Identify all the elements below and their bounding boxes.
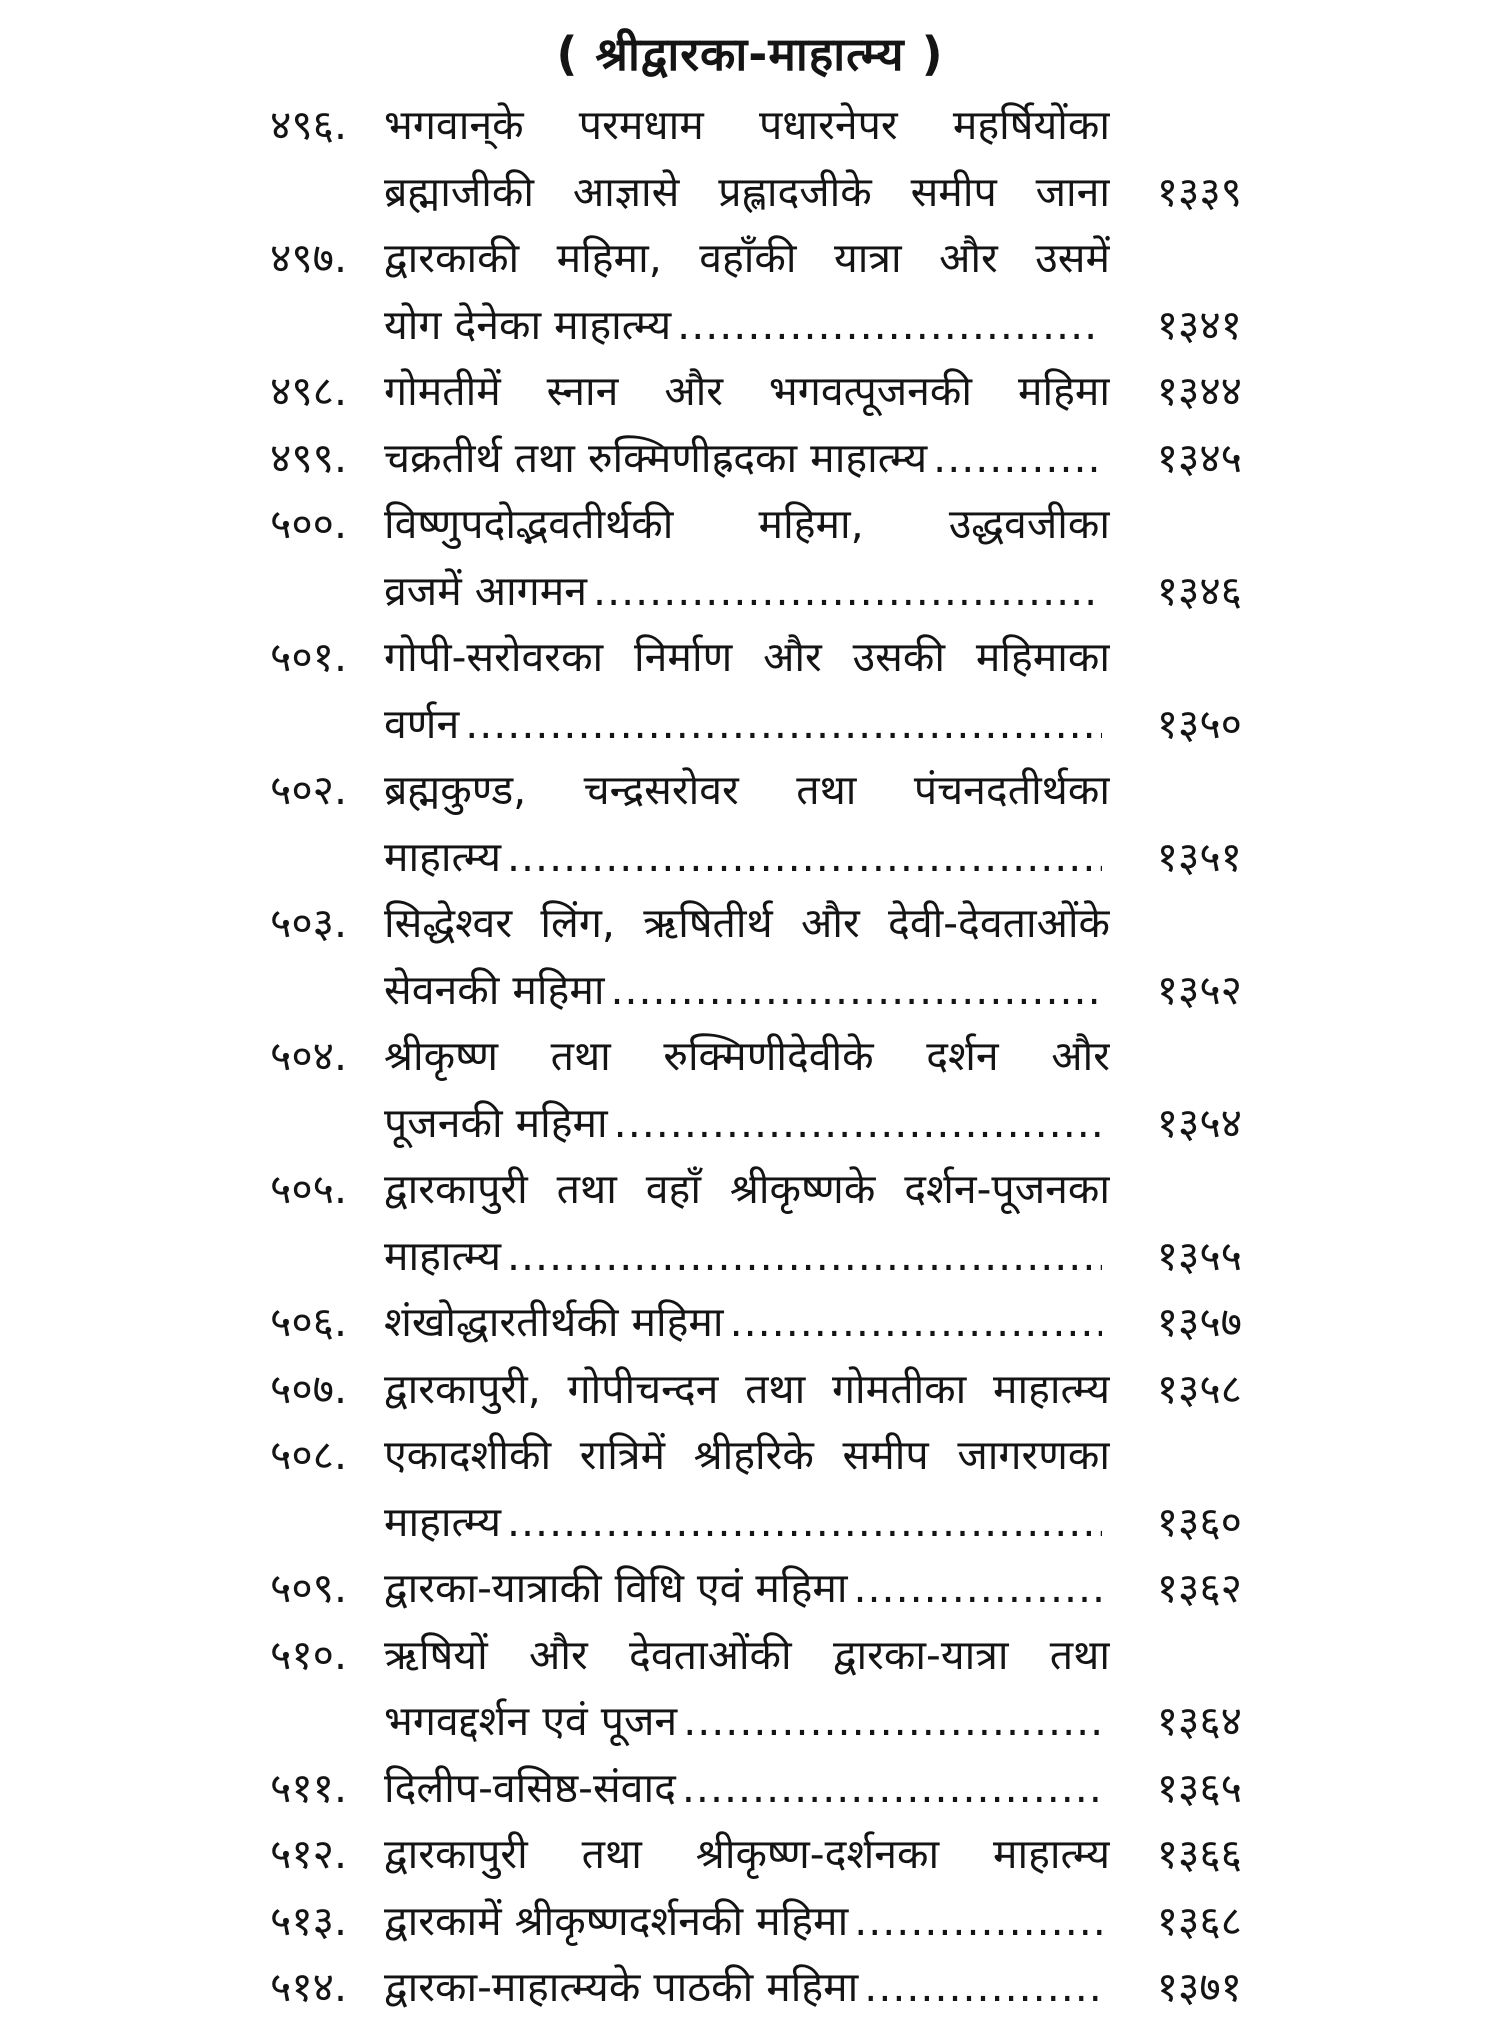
page-number: १३६८ <box>1156 1896 1242 1945</box>
entry-title: गोपी-सरोवरका निर्माण और उसकी महिमाका <box>384 633 1110 681</box>
entry-title: ब्रह्माजीकी आज्ञासे प्रह्लादजीके समीप जाना <box>384 167 1110 216</box>
entry-number: ५१३. <box>270 1896 347 1945</box>
toc-line <box>0 1223 1500 1290</box>
toc-line <box>0 957 1500 1024</box>
entry-title: द्वारका-यात्राकी विधि एवं महिमा <box>384 1564 848 1612</box>
entry-title: माहात्म्य <box>384 1231 501 1280</box>
toc-line <box>0 1422 1500 1489</box>
entry-number: ४९८. <box>270 367 347 415</box>
page-number: १३४१ <box>1156 300 1242 349</box>
entry-number: ५०१. <box>270 633 347 681</box>
dot-leader <box>465 691 1102 757</box>
entry-title: सिद्धेश्वर लिंग, ऋषितीर्थ और देवी-देवताओंके <box>384 899 1110 947</box>
toc-line <box>0 1622 1500 1689</box>
toc-line <box>0 292 1500 359</box>
toc-line <box>0 491 1500 558</box>
page-number: १३६५ <box>1156 1763 1242 1812</box>
entry-title: माहात्म्य <box>384 1497 501 1546</box>
dot-leader <box>507 1489 1102 1555</box>
toc-line <box>0 159 1500 226</box>
entry-title: द्वारका-माहात्म्यके पाठकी महिमा <box>384 1963 859 2011</box>
entry-number: ५०९. <box>270 1564 347 1612</box>
toc-line <box>0 358 1500 425</box>
page-number: १३६६ <box>1156 1830 1242 1878</box>
dot-leader <box>610 957 1102 1023</box>
entry-number: ५००. <box>270 500 347 548</box>
page-number: १३४६ <box>1156 566 1242 615</box>
page-number: १३५१ <box>1156 832 1242 881</box>
page-number: १३५७ <box>1156 1298 1242 1346</box>
entry-number: ५०३. <box>270 899 347 947</box>
entry-title: योग देनेका माहात्म्य <box>384 300 672 349</box>
entry-title: चक्रतीर्थ तथा रुक्मिणीह्रदका माहात्म्य <box>384 433 928 482</box>
dot-leader <box>853 1555 1102 1621</box>
entry-title: ऋषियों और देवताओंकी द्वारका-यात्रा तथा <box>384 1630 1110 1679</box>
dot-leader <box>854 1888 1102 1954</box>
entry-title: द्वारकापुरी तथा श्रीकृष्ण-दर्शनका माहात्म्य <box>384 1830 1110 1878</box>
entry-number: ५११. <box>270 1763 347 1812</box>
entry-title: वर्णन <box>384 699 460 748</box>
entry-title: दिलीप-वसिष्ठ-संवाद <box>384 1763 676 1812</box>
entry-number: ५०८. <box>270 1431 347 1479</box>
entry-number: ५१२. <box>270 1830 347 1878</box>
toc-line <box>0 1755 1500 1822</box>
toc-line <box>0 92 1500 159</box>
dot-leader <box>614 1090 1102 1156</box>
entry-number: ५०२. <box>270 766 347 814</box>
page-number: १३४४ <box>1156 367 1242 415</box>
page-number: १३६२ <box>1156 1564 1242 1612</box>
dot-leader <box>730 1289 1102 1355</box>
table-of-contents <box>0 92 1500 2021</box>
toc-line <box>0 425 1500 492</box>
dot-leader <box>683 1688 1102 1754</box>
toc-line <box>0 757 1500 824</box>
page-number: १३४५ <box>1156 433 1242 482</box>
entry-title: सेवनकी महिमा <box>384 965 605 1014</box>
toc-line <box>0 1821 1500 1888</box>
entry-title: ब्रह्मकुण्ड, चन्द्रसरोवर तथा पंचनदतीर्थका <box>384 766 1110 814</box>
entry-number: ५१०. <box>270 1630 347 1679</box>
page-number: १३५८ <box>1156 1364 1242 1413</box>
toc-line <box>0 1954 1500 2021</box>
entry-number: ४९९. <box>270 433 347 482</box>
toc-line <box>0 1023 1500 1090</box>
entry-number: ४९७. <box>270 234 347 282</box>
entry-number: ५०४. <box>270 1032 347 1080</box>
entry-number: ५०६. <box>270 1298 347 1346</box>
entry-title: विष्णुपदोद्भवतीर्थकी महिमा, उद्धवजीका <box>384 500 1110 548</box>
page-number: १३६० <box>1156 1497 1242 1546</box>
toc-line <box>0 1489 1500 1556</box>
toc-line <box>0 824 1500 891</box>
toc-line <box>0 691 1500 758</box>
entry-title: गोमतीमें स्नान और भगवत्पूजनकी महिमा <box>384 367 1110 415</box>
entry-title: द्वारकामें श्रीकृष्णदर्शनकी महिमा <box>384 1896 849 1945</box>
entry-title: शंखोद्धारतीर्थकी महिमा <box>384 1298 724 1346</box>
page-number: १३६४ <box>1156 1697 1242 1745</box>
entry-title: द्वारकापुरी तथा वहाँ श्रीकृष्णके दर्शन-पूजनका <box>384 1165 1110 1213</box>
entry-title: द्वारकापुरी, गोपीचन्दन तथा गोमतीका माहात्म्य <box>384 1364 1110 1413</box>
dot-leader <box>677 292 1102 358</box>
toc-line <box>0 1289 1500 1356</box>
toc-line <box>0 558 1500 625</box>
entry-number: ५०५. <box>270 1165 347 1213</box>
page-number: १३५० <box>1156 699 1242 748</box>
toc-line <box>0 890 1500 957</box>
toc-line <box>0 225 1500 292</box>
page-number: १३५४ <box>1156 1098 1242 1147</box>
entry-title: एकादशीकी रात्रिमें श्रीहरिके समीप जागरणका <box>384 1431 1110 1479</box>
toc-line <box>0 1356 1500 1423</box>
toc-line <box>0 624 1500 691</box>
entry-title: व्रजमें आगमन <box>384 566 588 615</box>
page-number: १३३९ <box>1156 167 1242 216</box>
page-number: १३५५ <box>1156 1231 1242 1280</box>
toc-line <box>0 1688 1500 1755</box>
dot-leader <box>593 558 1102 624</box>
entry-number: ५०७. <box>270 1364 347 1413</box>
page-number: १३५२ <box>1156 965 1242 1014</box>
entry-title: माहात्म्य <box>384 832 501 881</box>
entry-title: पूजनकी महिमा <box>384 1098 608 1147</box>
dot-leader <box>864 1954 1102 2020</box>
page-number: १३७१ <box>1156 1963 1242 2011</box>
toc-line <box>0 1156 1500 1223</box>
dot-leader <box>682 1755 1102 1821</box>
entry-title: भगवान्‌के परमधाम पधारनेपर महर्षियोंका <box>384 101 1110 149</box>
dot-leader <box>933 425 1102 491</box>
entry-title: श्रीकृष्ण तथा रुक्मिणीदेवीके दर्शन और <box>384 1032 1110 1080</box>
toc-line <box>0 1888 1500 1955</box>
entry-title: भगवद्दर्शन एवं पूजन <box>384 1697 678 1745</box>
dot-leader <box>507 1223 1102 1289</box>
section-title: ( श्रीद्वारका-माहात्म्य ) <box>556 27 944 81</box>
entry-number: ५१४. <box>270 1963 347 2011</box>
toc-line <box>0 1555 1500 1622</box>
entry-number: ४९६. <box>270 101 347 149</box>
toc-line <box>0 1090 1500 1157</box>
entry-title: द्वारकाकी महिमा, वहाँकी यात्रा और उसमें <box>384 234 1110 282</box>
dot-leader <box>507 824 1102 890</box>
